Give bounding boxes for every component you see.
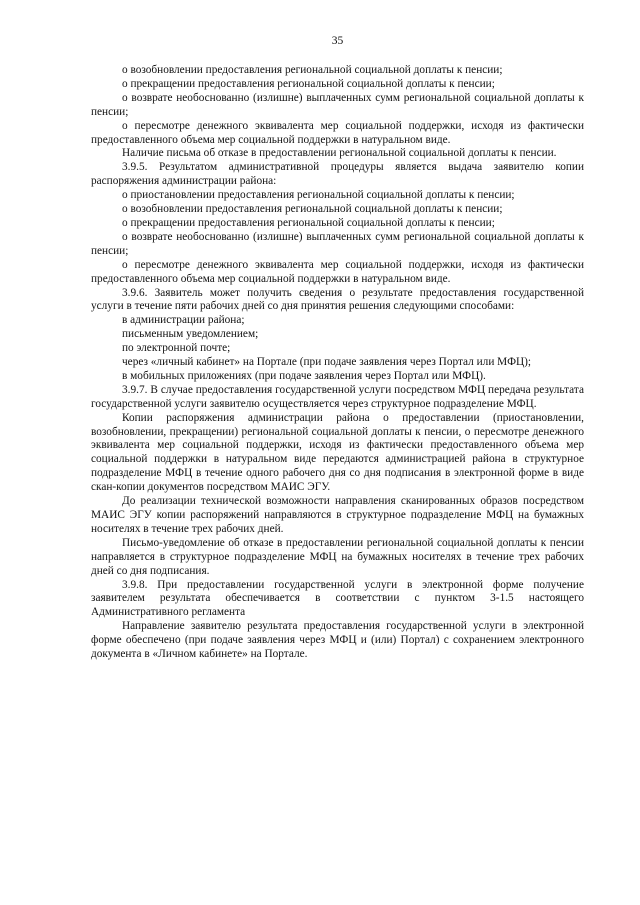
paragraph: через «личный кабинет» на Портале (при подаче заявления через Портал или МФЦ); xyxy=(122,356,532,369)
paragraph: о возобновлении предоставления региональной социальной доплаты к пенсии; xyxy=(122,203,503,216)
paragraph: 3.9.6. Заявитель может получить сведения о результате предоставления государственной услуги в течение пяти рабочих дней со дня принятия решения следующими способами: xyxy=(91,286,584,313)
paragraph: 3.9.7. В случае предоставления государственной услуги посредством МФЦ передача результата государственной услуги заявителю осуществляется через структурное подразделение МФЦ. xyxy=(91,383,584,410)
paragraph: Направление заявителю результата предоставления государственной услуги в электронной форме обеспечено (при подаче заявления через МФЦ и (или) Портал) с сохранением электронного документа в «Личном кабинете» на Портале. xyxy=(91,620,584,661)
paragraph: о пересмотре денежного эквивалента мер социальной поддержки, исходя из фактически предоставленного объема мер социальной поддержки в натуральном виде. xyxy=(91,119,584,146)
document-body xyxy=(91,64,584,662)
paragraph: о возврате необоснованно (излишне) выплаченных сумм региональной социальной доплаты к пенсии; xyxy=(91,91,584,118)
paragraph: о прекращении предоставления региональной социальной доплаты к пенсии; xyxy=(122,216,495,229)
paragraph: о возврате необоснованно (излишне) выплаченных сумм региональной социальной доплаты к пенсии; xyxy=(91,230,584,257)
paragraph: в мобильных приложениях (при подаче заявления через Портал или МФЦ). xyxy=(122,369,486,382)
paragraph: в администрации района; xyxy=(122,314,245,327)
paragraph: Наличие письма об отказе в предоставлении региональной социальной доплаты к пенсии. xyxy=(122,147,557,160)
paragraph: о прекращении предоставления региональной социальной доплаты к пенсии; xyxy=(122,77,495,90)
paragraph: До реализации технической возможности направления сканированных образов посредством МАИС ЭГУ копии распоряжений направляются в структурное подразделение МФЦ на бумажных носителях в течение трех рабочих дней. xyxy=(91,495,584,535)
page-number: 35 xyxy=(331,35,344,47)
paragraph: о пересмотре денежного эквивалента мер социальной поддержки, исходя из фактически предоставленного объема мер социальной поддержки в натуральном виде. xyxy=(91,258,584,285)
paragraph: 3.9.5. Результатом административной процедуры является выдача заявителю копии распоряжения администрации района: xyxy=(91,161,584,188)
paragraph: 3.9.8. При предоставлении государственной услуги в электронной форме получение заявителем результата обеспечивается в соответствии с пунктом 3-1.5 настоящего Административного регламента xyxy=(91,578,584,619)
paragraph: о возобновлении предоставления региональной социальной доплаты к пенсии; xyxy=(122,64,503,76)
paragraph: по электронной почте; xyxy=(122,342,231,355)
paragraph: о приостановлении предоставления региональной социальной доплаты к пенсии; xyxy=(122,189,515,202)
paragraph: Копии распоряжения администрации района о предоставлении (приостановлении, возобновлении, прекращении) региональной социальной доплаты к пенсии, о пересмотре денежного эквивалента мер социальной поддержки, исходя из фактически предоставленного объема мер социальной поддержки в натуральном виде передаются администрацией района в структурное подразделение МФЦ в течение одного рабочего дня со дня подписания в электронной форме в виде скан-копии документов посредством МАИС ЭГУ. xyxy=(91,411,584,494)
paragraph: Письмо-уведомление об отказе в предоставлении региональной социальной доплаты к пенсии направляется в структурное подразделение МФЦ на бумажных носителях в течение трех рабочих дней со дня подписания. xyxy=(91,536,584,577)
paragraph: письменным уведомлением; xyxy=(122,328,259,341)
